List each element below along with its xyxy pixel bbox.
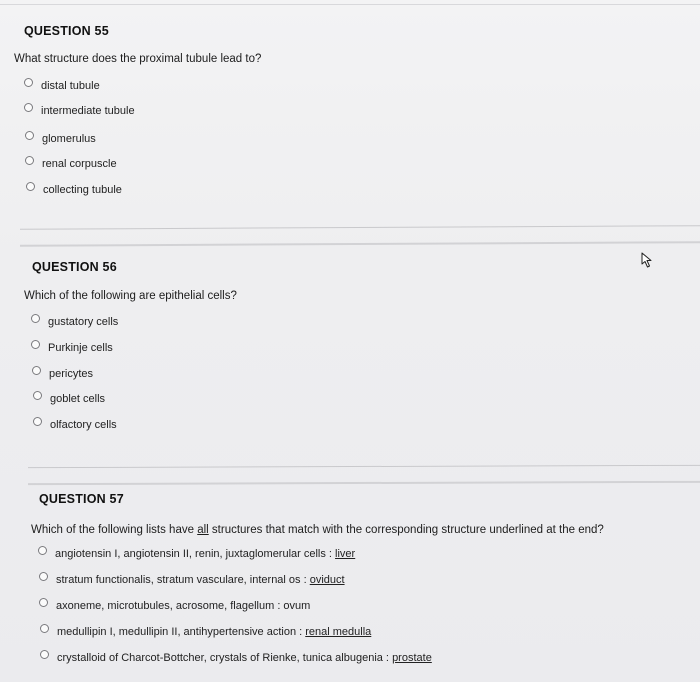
mouse-pointer-icon (641, 252, 655, 268)
option-text: axoneme, microtubules, acrosome, flagellum : ovum (56, 600, 311, 612)
option-underlined-structure: liver (335, 548, 356, 560)
option-label: renal corpuscle (42, 158, 117, 170)
option-text: angiotensin I, angiotensin II, renin, juxtaglomerular cells : (55, 548, 336, 560)
radio-button[interactable] (26, 182, 35, 191)
section-divider (20, 241, 700, 247)
question-55-prompt: What structure does the proximal tubule lead to? (14, 53, 262, 65)
prompt-text-after: structures that match with the corresponding structure underlined at the end? (208, 524, 604, 536)
option-label (56, 600, 310, 612)
radio-button[interactable] (24, 103, 33, 112)
option-label (57, 626, 371, 638)
option-underlined-structure: renal medulla (305, 626, 372, 638)
option-text: crystalloid of Charcot-Bottcher, crystals of Rienke, tunica albugenia : (57, 652, 393, 664)
section-divider (28, 465, 700, 468)
question-56-prompt: Which of the following are epithelial cells? (24, 290, 237, 302)
question-55-title: QUESTION 55 (24, 24, 109, 38)
question-56-title: QUESTION 56 (32, 260, 117, 274)
radio-button[interactable] (25, 131, 34, 140)
option-label: olfactory cells (50, 419, 117, 431)
question-55-option-3[interactable] (25, 133, 96, 145)
radio-button[interactable] (31, 314, 40, 323)
option-label: glomerulus (42, 133, 96, 145)
option-label: pericytes (49, 368, 94, 380)
radio-button[interactable] (33, 417, 42, 426)
option-label: collecting tubule (43, 184, 122, 196)
question-55-option-4[interactable] (25, 158, 117, 170)
question-56-option-5[interactable] (33, 419, 117, 431)
question-56-option-3[interactable] (32, 368, 93, 380)
question-55-option-1[interactable] (24, 80, 100, 92)
question-57-option-1[interactable] (38, 548, 355, 560)
question-57-option-5[interactable] (40, 652, 432, 664)
question-57-prompt (31, 524, 604, 536)
question-55-option-5[interactable] (26, 184, 122, 196)
radio-button[interactable] (24, 78, 33, 87)
question-56-option-2[interactable] (31, 342, 113, 354)
question-55-option-2[interactable] (24, 105, 135, 117)
option-text: stratum functionalis, stratum vasculare, internal os : (56, 574, 310, 586)
question-56-option-4[interactable] (33, 393, 105, 405)
question-57-option-2[interactable] (39, 574, 345, 586)
radio-button[interactable] (39, 598, 48, 607)
option-label (57, 652, 432, 664)
option-label (56, 574, 345, 586)
radio-button[interactable] (25, 156, 34, 165)
option-text: medullipin I, medullipin II, antihypertensive action : (57, 626, 306, 638)
option-underlined-structure: oviduct (309, 574, 345, 586)
question-56-option-1[interactable] (31, 316, 118, 328)
radio-button[interactable] (32, 366, 41, 375)
question-57-title: QUESTION 57 (39, 492, 124, 506)
prompt-underlined-word: all (197, 524, 209, 536)
question-57-option-4[interactable] (40, 626, 371, 638)
prompt-text-before: Which of the following lists have (31, 524, 198, 536)
option-label: gustatory cells (48, 316, 119, 328)
radio-button[interactable] (33, 391, 42, 400)
option-label: distal tubule (41, 80, 100, 92)
radio-button[interactable] (40, 624, 49, 633)
option-underlined-structure: prostate (392, 652, 432, 664)
radio-button[interactable] (39, 572, 48, 581)
section-divider (20, 225, 700, 230)
option-label: intermediate tubule (41, 105, 135, 117)
radio-button[interactable] (31, 340, 40, 349)
option-label: Purkinje cells (48, 342, 113, 354)
radio-button[interactable] (38, 546, 47, 555)
question-57-option-3[interactable] (39, 600, 310, 612)
option-label: goblet cells (50, 393, 106, 405)
top-border (0, 4, 700, 5)
radio-button[interactable] (40, 650, 49, 659)
section-divider (28, 481, 700, 485)
option-label (55, 548, 355, 560)
